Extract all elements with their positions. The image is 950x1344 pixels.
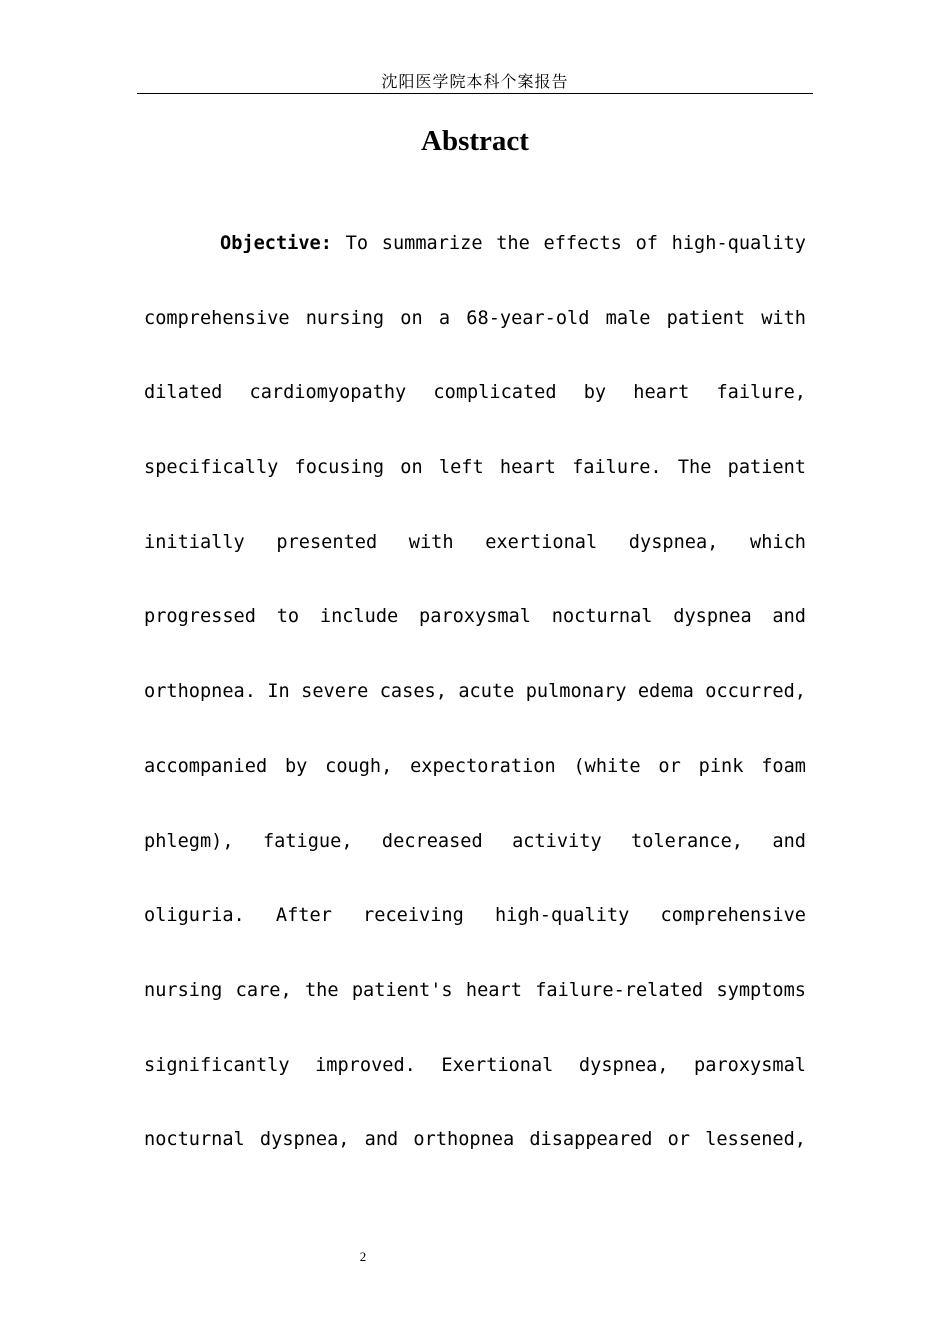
abstract-paragraph bbox=[144, 227, 806, 1198]
page-title: Abstract bbox=[421, 125, 529, 157]
abstract-line: nursing care, the patient's heart failure-related symptoms bbox=[144, 979, 806, 1001]
page-number: 2 bbox=[359, 1249, 367, 1264]
abstract-line: dilated cardiomyopathy complicated by heart failure, bbox=[144, 382, 806, 404]
header-divider bbox=[137, 93, 813, 94]
abstract-line: significantly improved. Exertional dyspnea, paroxysmal bbox=[144, 1054, 806, 1076]
objective-label: Objective: bbox=[220, 233, 332, 254]
abstract-line: progressed to include paroxysmal nocturnal dyspnea and bbox=[144, 606, 806, 628]
abstract-line: comprehensive nursing on a 68-year-old male patient with bbox=[144, 307, 806, 329]
abstract-line: phlegm), fatigue, decreased activity tolerance, and bbox=[144, 830, 806, 852]
abstract-line bbox=[144, 227, 806, 302]
abstract-line: initially presented with exertional dyspnea, which bbox=[144, 531, 806, 553]
abstract-line: accompanied by cough, expectoration (white or pink foam bbox=[144, 755, 806, 777]
abstract-line-text: To summarize the effects of high-quality bbox=[345, 233, 806, 254]
abstract-line: oliguria. After receiving high-quality comprehensive bbox=[144, 905, 806, 927]
abstract-line: nocturnal dyspnea, and orthopnea disappeared or lessened, bbox=[144, 1129, 806, 1151]
running-header: 沈阳医学院本科个案报告 bbox=[381, 72, 569, 91]
abstract-line: orthopnea. In severe cases, acute pulmonary edema occurred, bbox=[144, 681, 806, 703]
abstract-line: specifically focusing on left heart failure. The patient bbox=[144, 457, 806, 479]
